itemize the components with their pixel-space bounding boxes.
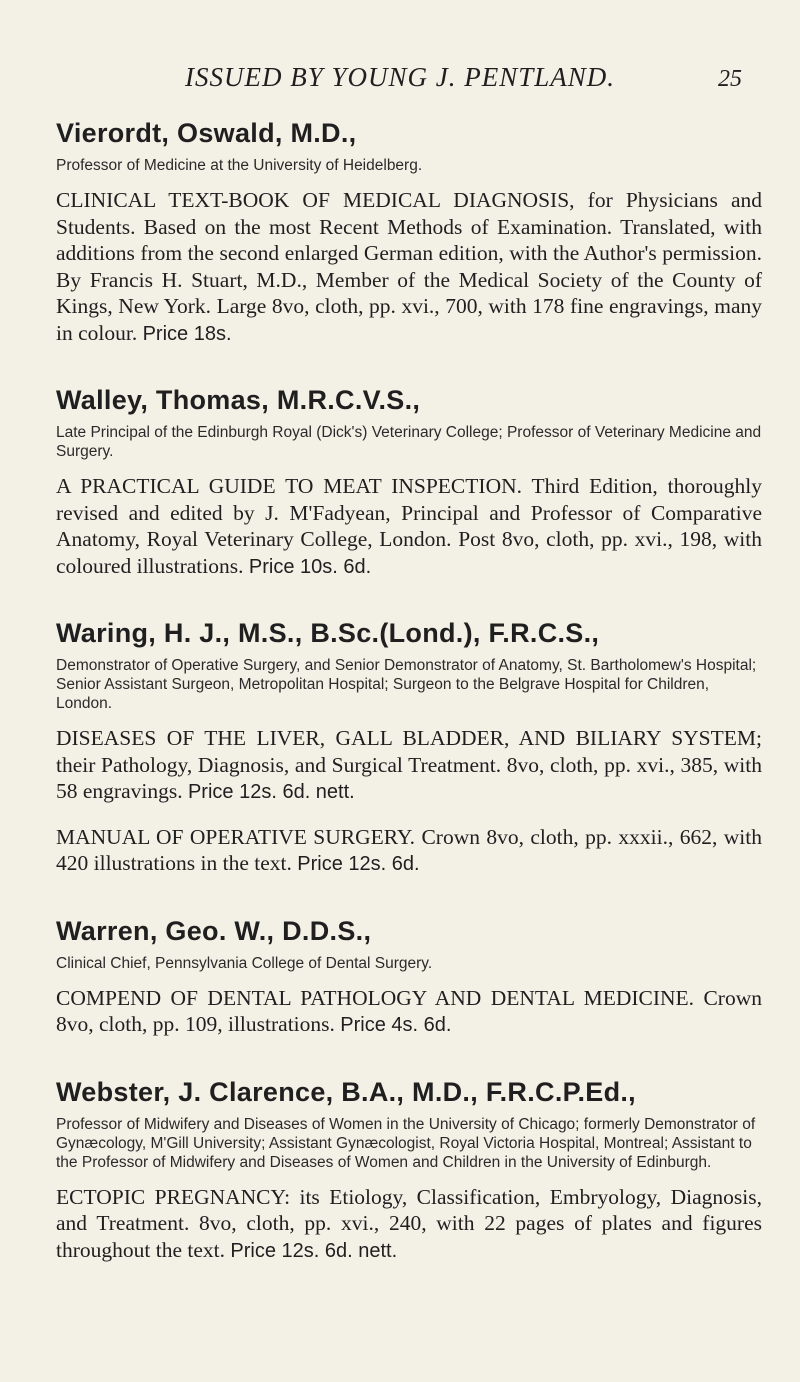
page-header	[0, 62, 800, 98]
author-name: Vierordt, Oswald, M.D.,	[56, 118, 357, 148]
author-name: Waring, H. J., M.S., B.Sc.(Lond.), F.R.C.S.,	[56, 618, 600, 648]
author-affiliation: Demonstrator of Operative Surgery, and Senior Demonstrator of Anatomy, St. Bartholomew's Hospital; Senior Assistant Surgeon, Metropolitan Hospital; Surgeon to the Belgrave Hospital for Children, London.	[56, 657, 757, 712]
book-description	[56, 187, 762, 347]
book-text: DISEASES OF THE LIVER, GALL BLADDER, AND BILIARY SYSTEM; their Pathology, Diagnosis, and Surgical Treatment. 8vo, cloth, pp. xvi., 385, with 58 engravings.	[56, 726, 762, 803]
book-price: Price 12s. 6d.	[297, 853, 420, 875]
author-affiliation: Professor of Midwifery and Diseases of Women in the University of Chicago; formerly Demonstrator of Gynæcology, M'Gill University; Assistant Gynæcologist, Royal Victoria Hospital, Montreal; Assistant to the Professor of Midwifery and Diseases of Women and Children in the University of Edinburgh.	[56, 1115, 756, 1171]
book-text: COMPEND OF DENTAL PATHOLOGY AND DENTAL MEDICINE. Crown 8vo, cloth, pp. 109, illustrations.	[56, 985, 762, 1036]
book-description	[56, 1184, 762, 1265]
book-price: Price 4s. 6d.	[340, 1014, 452, 1036]
author-affiliation: Professor of Medicine at the University of Heidelberg.	[56, 157, 423, 174]
author-name: Webster, J. Clarence, B.A., M.D., F.R.C.P.Ed.,	[56, 1076, 636, 1107]
book-description	[56, 473, 762, 580]
catalogue-entry	[56, 385, 762, 580]
catalogue-entry	[56, 1077, 762, 1265]
author-name: Walley, Thomas, M.R.C.V.S.,	[56, 385, 421, 415]
book-text: CLINICAL TEXT-BOOK OF MEDICAL DIAGNOSIS, for Physicians and Students. Based on the most Recent Methods of Examination. Translated, with additions from the second enlarged German edition, with the Author's permission. By Francis H. Stuart, M.D., Member of the Medical Society of the County of Kings, New York. Large 8vo, cloth, pp. xvi., 700, with 178 fine engravings, many in colour.	[56, 188, 762, 345]
book-description	[56, 985, 762, 1039]
book-description	[56, 824, 762, 878]
book-text: A PRACTICAL GUIDE TO MEAT INSPECTION. Third Edition, thoroughly revised and edited by J. M'Fadyean, Principal and Professor of Comparative Anatomy, Royal Veterinary College, London. Post 8vo, cloth, pp. xvi., 198, with coloured illustrations.	[56, 474, 762, 578]
author-name: Warren, Geo. W., D.D.S.,	[56, 915, 372, 946]
book-description	[56, 725, 762, 806]
author-affiliation: Late Principal of the Edinburgh Royal (Dick's) Veterinary College; Professor of Veterinary Medicine and Surgery.	[56, 424, 762, 460]
page-number: 25	[718, 66, 742, 92]
running-head: ISSUED BY YOUNG J. PENTLAND.	[184, 62, 616, 92]
catalogue-entry	[56, 916, 762, 1039]
author-affiliation: Clinical Chief, Pennsylvania College of Dental Surgery.	[56, 954, 433, 972]
catalogue-entry	[56, 618, 762, 878]
book-price: Price 10s. 6d.	[248, 555, 372, 578]
book-text: ECTOPIC PREGNANCY: its Etiology, Classification, Embryology, Diagnosis, and Treatment. 8vo, cloth, pp. xvi., 240, with 22 pages of plates and figures throughout the text.	[56, 1184, 762, 1262]
book-price: Price 18s.	[142, 322, 232, 345]
book-price: Price 12s. 6d. nett.	[230, 1239, 398, 1262]
book-price: Price 12s. 6d. nett.	[187, 781, 355, 803]
catalogue-entry	[56, 118, 762, 347]
book-text: MANUAL OF OPERATIVE SURGERY. Crown 8vo, cloth, pp. xxxii., 662, with 420 illustrations in the text.	[56, 824, 762, 875]
catalogue-entries	[56, 118, 762, 1302]
